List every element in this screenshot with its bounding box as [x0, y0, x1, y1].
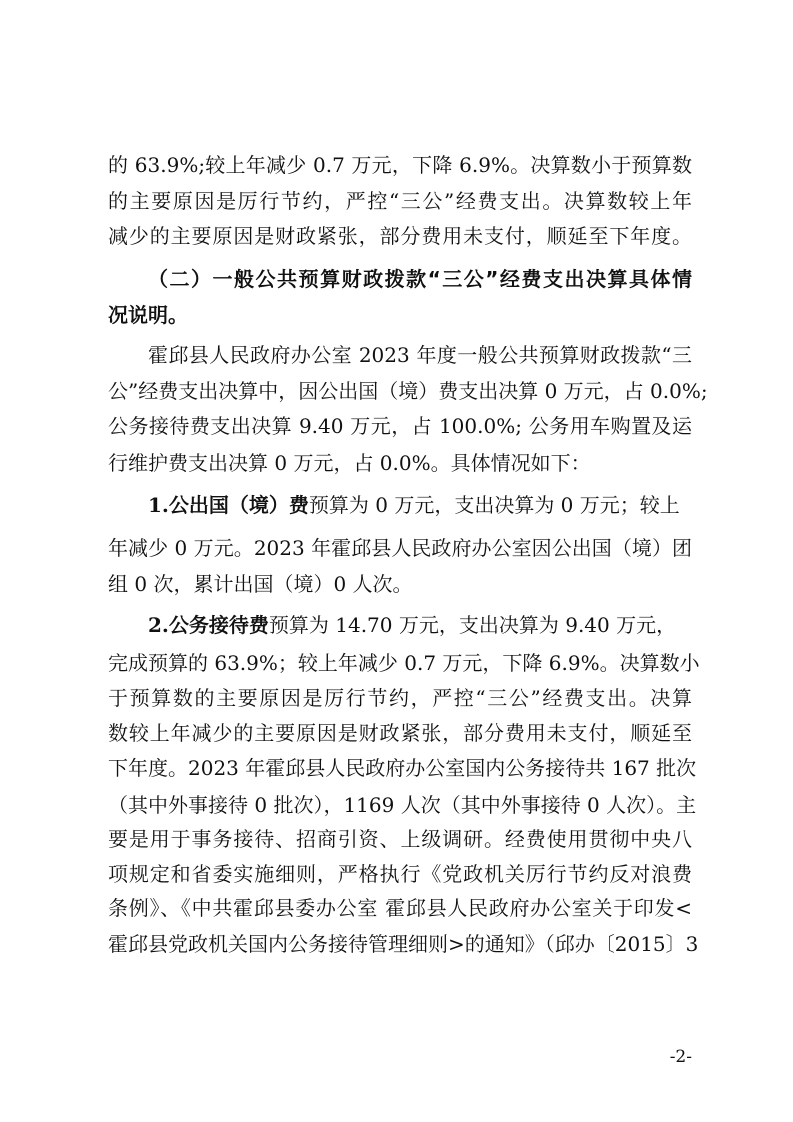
paragraph-line: 完成预算的 63.9%；较上年减少 0.7 万元，下降 6.9%。决算数小 [108, 651, 700, 675]
paragraph-line: 减少的主要原因是财政紧张，部分费用未支付，顺延至下年度。 [108, 224, 692, 248]
paragraph-line: 条例》、《中共霍邱县委办公室 霍邱县人民政府办公室关于印发< [108, 896, 692, 920]
paragraph-line: 的 63.9%;较上年减少 0.7 万元，下降 6.9%。决算数小于预算数 [108, 153, 692, 177]
numbered-item-text: 预算为 14.70 万元，支出决算为 9.40 万元， [268, 613, 677, 637]
paragraph-line: 霍邱县党政机关国内公务接待管理细则>的通知》（邱办〔2015〕3 [108, 932, 699, 956]
paragraph-line: 公”经费支出决算中，因公出国（境）费支出决算 0 万元，占 0.0%; [108, 379, 708, 403]
paragraph-line: 要是用于事务接待、招商引资、上级调研。经费使用贯彻中央八 [108, 827, 692, 851]
paragraph-line: 下年度。2023 年霍邱县人民政府办公室国内公务接待共 167 批次 [108, 756, 697, 780]
section-heading-line: （二）一般公共预算财政拨款“三公”经费支出决算具体情 [148, 267, 692, 291]
paragraph-line: 于预算数的主要原因是厉行节约，严控“三公”经费支出。决算 [108, 686, 692, 710]
numbered-item-text: 预算为 0 万元，支出决算为 0 万元；较上 [308, 493, 680, 517]
paragraph-line: 公务接待费支出决算 9.40 万元，占 100.0%; 公务用车购置及运 [108, 414, 692, 438]
paragraph-line: 项规定和省委实施细则，严格执行《党政机关厉行节约反对浪费 [108, 862, 692, 886]
numbered-item-title: 2.公务接待费 [148, 613, 269, 637]
paragraph-line: 行维护费支出决算 0 万元，占 0.0%。具体情况如下： [108, 451, 591, 475]
paragraph-line: （其中外事接待 0 批次），1169 人次（其中外事接待 0 人次）。主 [108, 793, 697, 817]
page-number: -2- [669, 1047, 692, 1067]
numbered-paragraph-line [148, 608, 692, 642]
numbered-paragraph-line [148, 488, 692, 522]
paragraph-line: 的主要原因是厉行节约，严控“三公”经费支出。决算数较上年 [108, 189, 692, 213]
paragraph-line: 组 0 次，累计出国（境）0 人次。 [108, 572, 413, 596]
section-heading-line: 况说明。 [108, 303, 188, 327]
paragraph-line: 数较上年减少的主要原因是财政紧张，部分费用未支付，顺延至 [108, 721, 692, 745]
paragraph-line: 年减少 0 万元。2023 年霍邱县人民政府办公室因公出国（境）团 [108, 536, 692, 560]
paragraph-line: 霍邱县人民政府办公室 2023 年度一般公共预算财政拨款“三 [148, 343, 692, 367]
numbered-item-title: 1.公出国（境）费 [148, 493, 309, 517]
